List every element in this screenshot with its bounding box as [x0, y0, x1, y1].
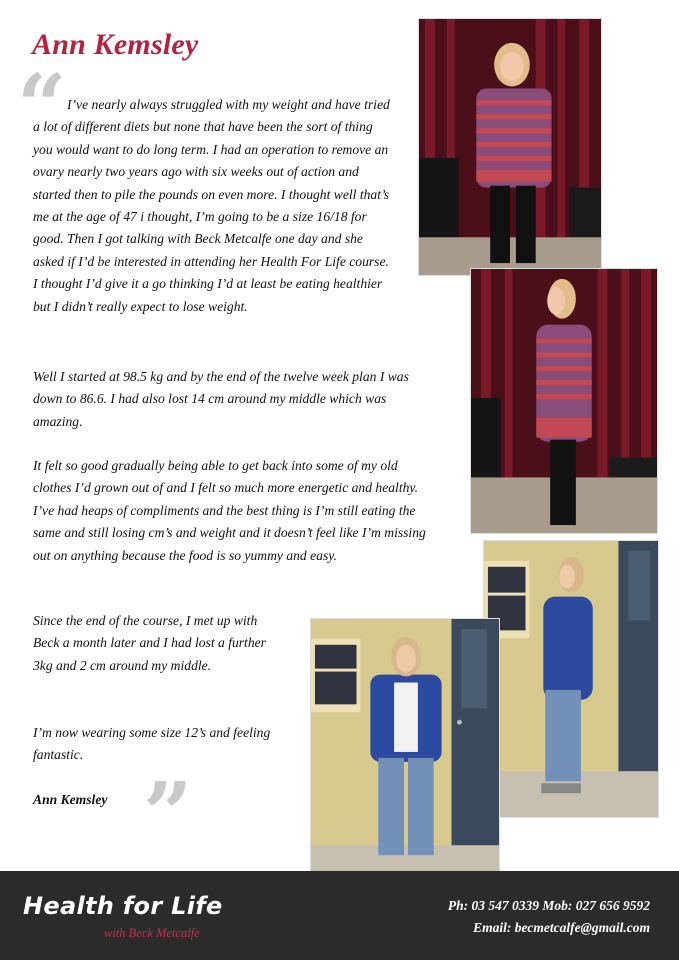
testimonial-paragraph-1: I’ve nearly always struggled with my weight and have tried a lot of different diets but none that have been the sort of thing you would want to do long term. I had an operation to remove an ovary nearly two years ago with six weeks out of action and started then to pile the pounds on even more. I thought well that’s me at the age of 47 i thought, I’m going to be a size 16/18 for good. Then I got talking with Beck Metcalfe one day and she asked if I’d be interested in attending her Health For Life course. I thought I’d give it a go thinking I’d at least be eating healthier but I didn’t really expect to lose weight. [33, 97, 390, 314]
testimonial-paragraph-3: It felt so good gradually being able to get back into some of my old clothes I’d grown out of and I felt so much more energetic and healthy. I’ve had heaps of compliments and the best thing is I’m still eating the same and still losing cm’s and weight and it doesn’t feel like I’m missing out on anything because the food is so yummy and easy. [33, 458, 426, 563]
after-front-photo [310, 618, 500, 876]
close-quote-mark: ” [143, 764, 193, 865]
before-side-photo [470, 268, 658, 534]
testimonial-paragraph-5: I’m now wearing some size 12’s and feeling fantastic. [33, 725, 271, 763]
contact-phone: Ph: 03 547 0339 Mob: 027 656 9592 [447, 898, 650, 913]
brand-logo-text: Health for Life [23, 892, 223, 920]
testimonial-paragraph-4: Since the end of the course, I met up with Beck a month later and I had lost a further 3kg and 2 cm around my middle. [33, 613, 266, 673]
brand-subtitle: with Beck Metcalfe [104, 926, 200, 940]
page-title: Ann Kemsley [32, 28, 199, 61]
signature: Ann Kemsley [33, 792, 108, 807]
open-quote-mark: “ [17, 56, 67, 157]
footer-bar [0, 871, 679, 960]
testimonial-paragraph-2: Well I started at 98.5 kg and by the end of the twelve week plan I was down to 86.6. I had also lost 14 cm around my middle which was amazing. [33, 369, 409, 429]
contact-email: Email: becmetcalfe@gmail.com [473, 920, 650, 935]
after-side-photo [483, 540, 659, 818]
before-front-photo [418, 18, 602, 276]
